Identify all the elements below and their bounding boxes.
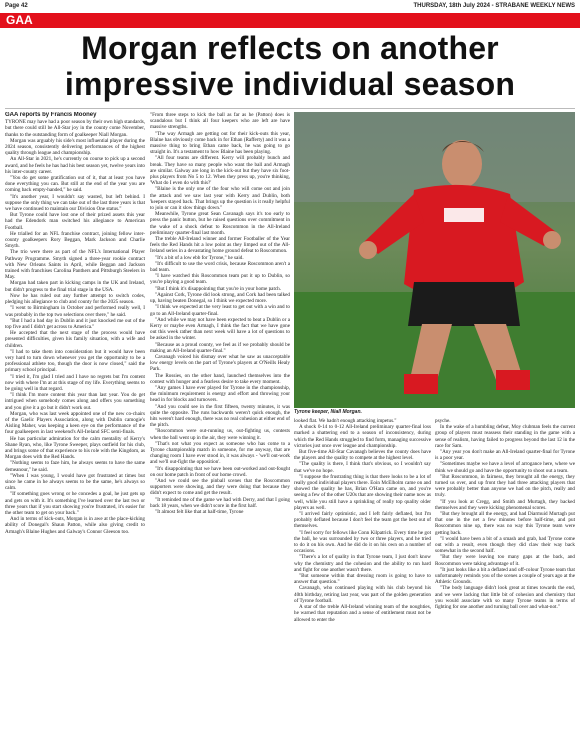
paragraph: In the wake of a humbling defeat, Moy clubman feels the current group of players must reassess their standing in the game with a sense of realism, having failed to progress beyond the last 12 in the race for Sam. <box>435 424 575 449</box>
paragraph: "It's disappointing that we have been out-worked and out-fought on our home patch in front of our home crowd. <box>150 465 290 478</box>
paragraph: "I have watched this Roscommon team put it up to Dublin, so you're playing a good team. <box>150 273 290 286</box>
paragraph: Morgan was arguably his side's most influential player during the 2024 season, consistently delivering performances of the highest quality through league and championship. <box>5 137 145 157</box>
headline: Morgan reflects on another impressive individual season <box>64 30 516 102</box>
paragraph: "It reminded me of the game we had with Derry, and that I going back 18 years, when we didn't score in the first half. <box>150 496 290 509</box>
paragraph: "Blaine is the only one of the four who will come out and join the attack and we saw last year with Kerry and Dublin, both 'keepers stayed back. That brings up the question is it really helpful to join or can it slow things down." <box>150 186 290 212</box>
player-shorts <box>408 282 520 326</box>
page-header <box>0 0 580 12</box>
paragraph: "It's difficult to use the word crisis, because Roscommon aren't a bad team. <box>150 260 290 274</box>
paragraph: "It's a bit of a low ebb for Tyrone," he said. <box>155 254 244 261</box>
paragraph: "And we could see the pinball scenes that the Roscommon supporters were showing, and they were doing that because they didn't expect to come and get the result. <box>150 477 290 497</box>
jersey-sponsor <box>444 208 484 222</box>
paragraph: "When I was young, I would have got frustrated at times but since he came in he always seems to be the same, he's always so calm. <box>5 472 145 492</box>
paragraph: "All four teams are different. Kerry will probably bunch and break. They have so many people who want the ball and Armagh are similar. Galway are long in the kick-out but they have six foot-plus players from No 5 to 12. When they press up, you're thinking, 'What do I even do with this?' <box>150 155 290 187</box>
paragraph: "From three steps to kick the ball as far as he (Patton) does is scandalous but I think all four keepers who are left are have massive strengths. <box>150 112 290 131</box>
byline: GAA reports by Francis Mooney <box>5 112 97 118</box>
paragraph: "But they brought all the energy, and had Diarmuid Murtagh put that one in the net a few minutes before half-time, and put Roscommon nine up, there was no way this Tyrone team were getting back. <box>435 511 575 536</box>
paragraph: "If you look at Cregg, and Smith and Murtagh, they backed themselves and they were kicking phenomenal scores. <box>435 498 575 511</box>
paragraph: "But Roscommon, in fairness, they brought all the energy, they turned us over, and up front they had three attacking players that were probably better than anyone we had on the pitch, really and truly. <box>435 473 575 499</box>
paragraph: "I think I'm more content this year than last year. You do get intrigued when somebody comes along and offers you something and you give it a go but it didn't work out. <box>5 392 145 411</box>
paragraph: "The quality is there, I think that's obvious, so I wouldn't say that we've no hope. <box>294 461 431 474</box>
photo-caption: Tyrone keeper, Niall Morgan. <box>294 409 362 415</box>
paragraph: TYRONE may have had a poor season by their own high standards, but there could still be All-Star joy in the county come November, thanks to the outstanding form of goalkeeper Niall Morgan. <box>5 119 145 138</box>
paragraph: "I think we expected at the very least to get out with a win and to go to an All-Ireland quarter-final. <box>150 304 290 317</box>
paragraph: "I feel sorry for fellows like Conn Kilpatrick. Every time he got the ball, he was surrounded by two or three players, and he tried to do it on his own. And he did do it on his own on a number of occasions. <box>294 529 431 555</box>
goalkeeper-photo-illustration <box>294 112 575 408</box>
paragraph: Cavanagh voiced his dismay over what he saw as unacceptable low energy levels on the part of Tyrone's players at O'Neills Healy Park. <box>150 353 290 373</box>
paragraph: And in terms of kick-outs, Morgan is in awe at the place-kicking ability of Donegal's Shaun Patton, while also giving credit to Armagh's Blaine Hughes and Galway's Connor Gleeson too. <box>5 516 145 535</box>
paragraph: "Sometimes maybe we have a level of arrogance here, where we think we should go and have the opportunity to shoot out a team. <box>435 461 575 474</box>
paragraph: The treble All-Ireland winner and former Footballer of the Year feels the Red Hands hit a low point as they limped out of the All-Ireland series in a devastating home ground defeat to Roscommon. <box>150 236 290 255</box>
player-right-hand <box>543 231 561 249</box>
paragraph: "It almost felt like that at half-time, Tyrone <box>155 509 244 515</box>
paragraph: looked flat. We hadn't enough attacking impetus." <box>294 418 397 424</box>
paragraph: He trialled for an NFL franchise contract, joining fellow inter-county goalkeepers Rory Beggan, Mark Jackson and Charlie Smyth. <box>5 230 145 250</box>
paragraph: "The body language didn't look great at times towards the end, and we were lacking that little bit of cohesion and chemistry that you would associate with so many Tyrone teams in terms of fighting for one another and turning ball over and what-not." <box>435 585 575 611</box>
paragraph: The trio were there as part of the NFL's International Player Pathway Programme. Smyth signed a three-year rookie contract with New Orleans Saints in April, while Beggan and Jackson trained with franchises Carolina Panthers and Pittsburgh Steelers in May. <box>5 249 145 281</box>
paragraph: An All-Star in 2021, he's currently on course to pick up a second award, and he feels he has had his best season yet, twelve years into his inter-county career. <box>5 156 145 175</box>
paragraph: But Tyrone could have lost one of their prized assets this year had the Edendork man switched his allegiance to American Football. <box>5 212 145 231</box>
paragraph: "Nothing seems to faze him, he always seems to have the same demeanour," he said. <box>5 460 145 473</box>
paragraph: "I would have been a bit of a smash and grab, had Tyrone come out with a result, even though they did claw their way back somewhat in the second half. <box>435 535 575 555</box>
paragraph: "Any games I have ever played for Tyrone in the championship, the minimum requirement is energy and effort and throwing your head in for blocks and turnovers. <box>150 384 290 404</box>
article-column-4 <box>435 418 575 733</box>
paragraph: "It just looks like a bit a deflated and off-colour Tyrone team that unfortunately reminds you of the scenes a couple of years ago at the Athletic Grounds. <box>435 566 575 586</box>
paragraph: "Because as a proud county, we feel as if we probably should be making an All-Ireland quarter-final." <box>150 341 290 354</box>
paragraph: Meanwhile, Tyrone great Sean Cavanagh says it's too early to press the panic button, but he raised questions over commitment in the wake of a shock defeat to Roscommon in the All-Ireland preliminary quarter-final last month. <box>150 211 290 236</box>
paragraph: "You do get some gratification out of it, that at least you have done everything you can. But still at the end of the year you are coming back empty-handed," he said. <box>5 175 145 194</box>
player-left-sock <box>404 374 438 394</box>
column-4-body <box>435 418 575 610</box>
player-head <box>442 140 482 188</box>
paragraph: Morgan, who was last week appointed one of the new co-chairs of the Gaelic Players Association, along with Dublin camogie's Aisling Maher, was keeping a keen eye on the performance of the four goalkeepers in last weekend's All-Ireland SFC semi-finals. <box>5 410 145 436</box>
paragraph: "And while we may not have been expected to beat a Dublin or a Kerry or maybe even Armagh, I think the fact that we have gone out this week rather than next week will have a lot of questions to be asked in the winter. <box>150 316 290 342</box>
headline-divider <box>5 108 575 109</box>
column-2-body <box>150 112 290 515</box>
paragraph: psyche. <box>435 418 451 424</box>
paragraph: "And you could see in the first fifteen, twenty minutes, it was quite the opposite. The runs backwards weren't quick enough, the hits weren't hard enough, there was no real cohesion at either end of the pitch. <box>150 403 290 429</box>
paragraph: "But I think it's disappointing that you're in your home patch. <box>155 285 282 292</box>
section-label: GAA <box>6 13 33 27</box>
paragraph: "If something goes wrong or he concedes a goal, he just gets up and gets on with it. It's something I've learned over the last two or three years that if you start showing you're frustrated, it's easier for the other team to get on your back." <box>5 491 145 516</box>
paragraph: "Roscommon were out-running us, out-fighting us, contests when the ball went up in the air, they were winning it. <box>150 428 290 441</box>
column-1-body <box>5 119 145 535</box>
article-photo <box>294 112 575 408</box>
player-left-hand <box>359 241 377 259</box>
column-3-body <box>294 418 431 623</box>
paragraph: Morgan had taken part in kicking camps in the UK and Ireland, but didn't progress to the final trial stage in the USA. <box>5 280 145 293</box>
article-column-1 <box>5 112 145 732</box>
paragraph: The Rossies, on the other hand, launched themselves into the contest with hunger and a fearless desire to take every moment. <box>150 372 290 385</box>
paragraph: A shock 0-14 to 0-12 All-Ireland preliminary quarter-final loss marked a shattering end to a season of inconsistency, during which the Red Hands struggled to find form, managing successive victories just once over league and championship. <box>294 424 431 449</box>
paragraph: "I had to take them into consideration but it would have been very hard to turn down whenever you get the opportunity to be a professional athlete too, though the door is now closed," said the primary school principal. <box>5 348 145 374</box>
paragraph: "I tried it, I'm glad I tried and I have no regrets but I'm content now with where I'm at at this stage of my life. Everything seems to be going well in that regard. <box>5 373 145 392</box>
paragraph: "Against Cork, Tyrone did look strong, and Cork had been talked up, having beaten Donegal, so I think we expected more. <box>150 291 290 305</box>
paragraph: "That's not what you expect as someone who has come to a Tyrone championship match in someone, for me anyway, that are changing room I have ever stood in, it was always - 'we'll out-work and we'll out-fight the opposition'. <box>150 440 290 466</box>
paragraph: "But someone within that dressing room is going to have to answer that question." <box>294 573 431 586</box>
paragraph: But five-time All-Star Cavanagh believes the county does have the players and the quality to compete at the highest level. <box>294 449 431 462</box>
publication-date-line: THURSDAY, 18th July 2024 - STRABANE WEEKLY NEWS <box>413 3 575 9</box>
paragraph: "I suppose the frustrating thing is that there looks to be a lot of really good individual players there. Eoin McElholm came on and showed the quality he has, Brian O'Hara came on, and you're seeing a few of the other U20s that are showing their name now as well, while you still have a sprinkling of really top quality older players as well. <box>294 473 431 511</box>
player-right-sock <box>496 370 530 390</box>
paragraph: Now he has ruled out any further attempt to switch codes, pledging his allegiance to club and county for the 2025 season. <box>5 292 145 306</box>
paragraph: "There's a lot of quality in that Tyrone team, I just don't know why the chemistry and the cohesion and the ability to run hard and fight for one another wasn't there. <box>294 554 431 573</box>
paragraph: A star of the treble All-Ireland winning team of the noughties, he warned that reputation and a sense of entitlement must not be allowed to enter the <box>294 604 431 623</box>
paragraph: "But they were leaving too many gaps at the back, and Roscommon were taking advantage of it. <box>435 554 575 567</box>
paragraph: He has particular admiration for the calm mentality of Kerry's Shane Ryan, who, like Tyrone Sweeper, plays outfield for his club, and brings some of that experience to his role with the Kingdom, as Morgan does with the Red Hands. <box>5 435 145 461</box>
section-bar <box>0 13 580 28</box>
page-number: Page 42 <box>5 3 28 9</box>
article-column-2 <box>150 112 290 732</box>
paragraph: "It's another year, I wouldn't say wasted, but left behind. I suppose the only thing we can take out of the last three years is that we have continued to maintain our Division One status." <box>5 193 145 213</box>
paragraph: Cavanagh, who continued playing with his club beyond his 40th birthday, retiring last year, was part of the golden generation of Tyrone football. <box>294 585 431 604</box>
paragraph: "I went to Birmingham in October and performed really well, I was probably in the top two selections over there," he said. <box>5 305 145 318</box>
paragraph: He accepted that the next stage of the process would have presented difficulties, given his family situation, with a wife and children. <box>5 330 145 349</box>
paragraph: "I arrived fairly optimistic, and I left fairly deflated, but I'm probably deflated because I don't feel the team got the best out of themselves. <box>294 511 431 530</box>
paragraph: "The way Armagh are getting out for their kick-outs this year, Blaine has obviously come back in for Ethan (Rafferty) and it was a massive thing to bring Ethan came back, he was going to go straight in. It's a testament to how Blaine has been playing. <box>150 130 290 156</box>
article-column-3 <box>294 418 431 733</box>
paragraph: "But I had a bad day in Dublin and it just knocked me out of the top five and I didn't get across to America." <box>5 317 145 330</box>
paragraph: "Any year you don't make an All-Ireland quarter-final for Tyrone is a poor year. <box>435 449 575 462</box>
